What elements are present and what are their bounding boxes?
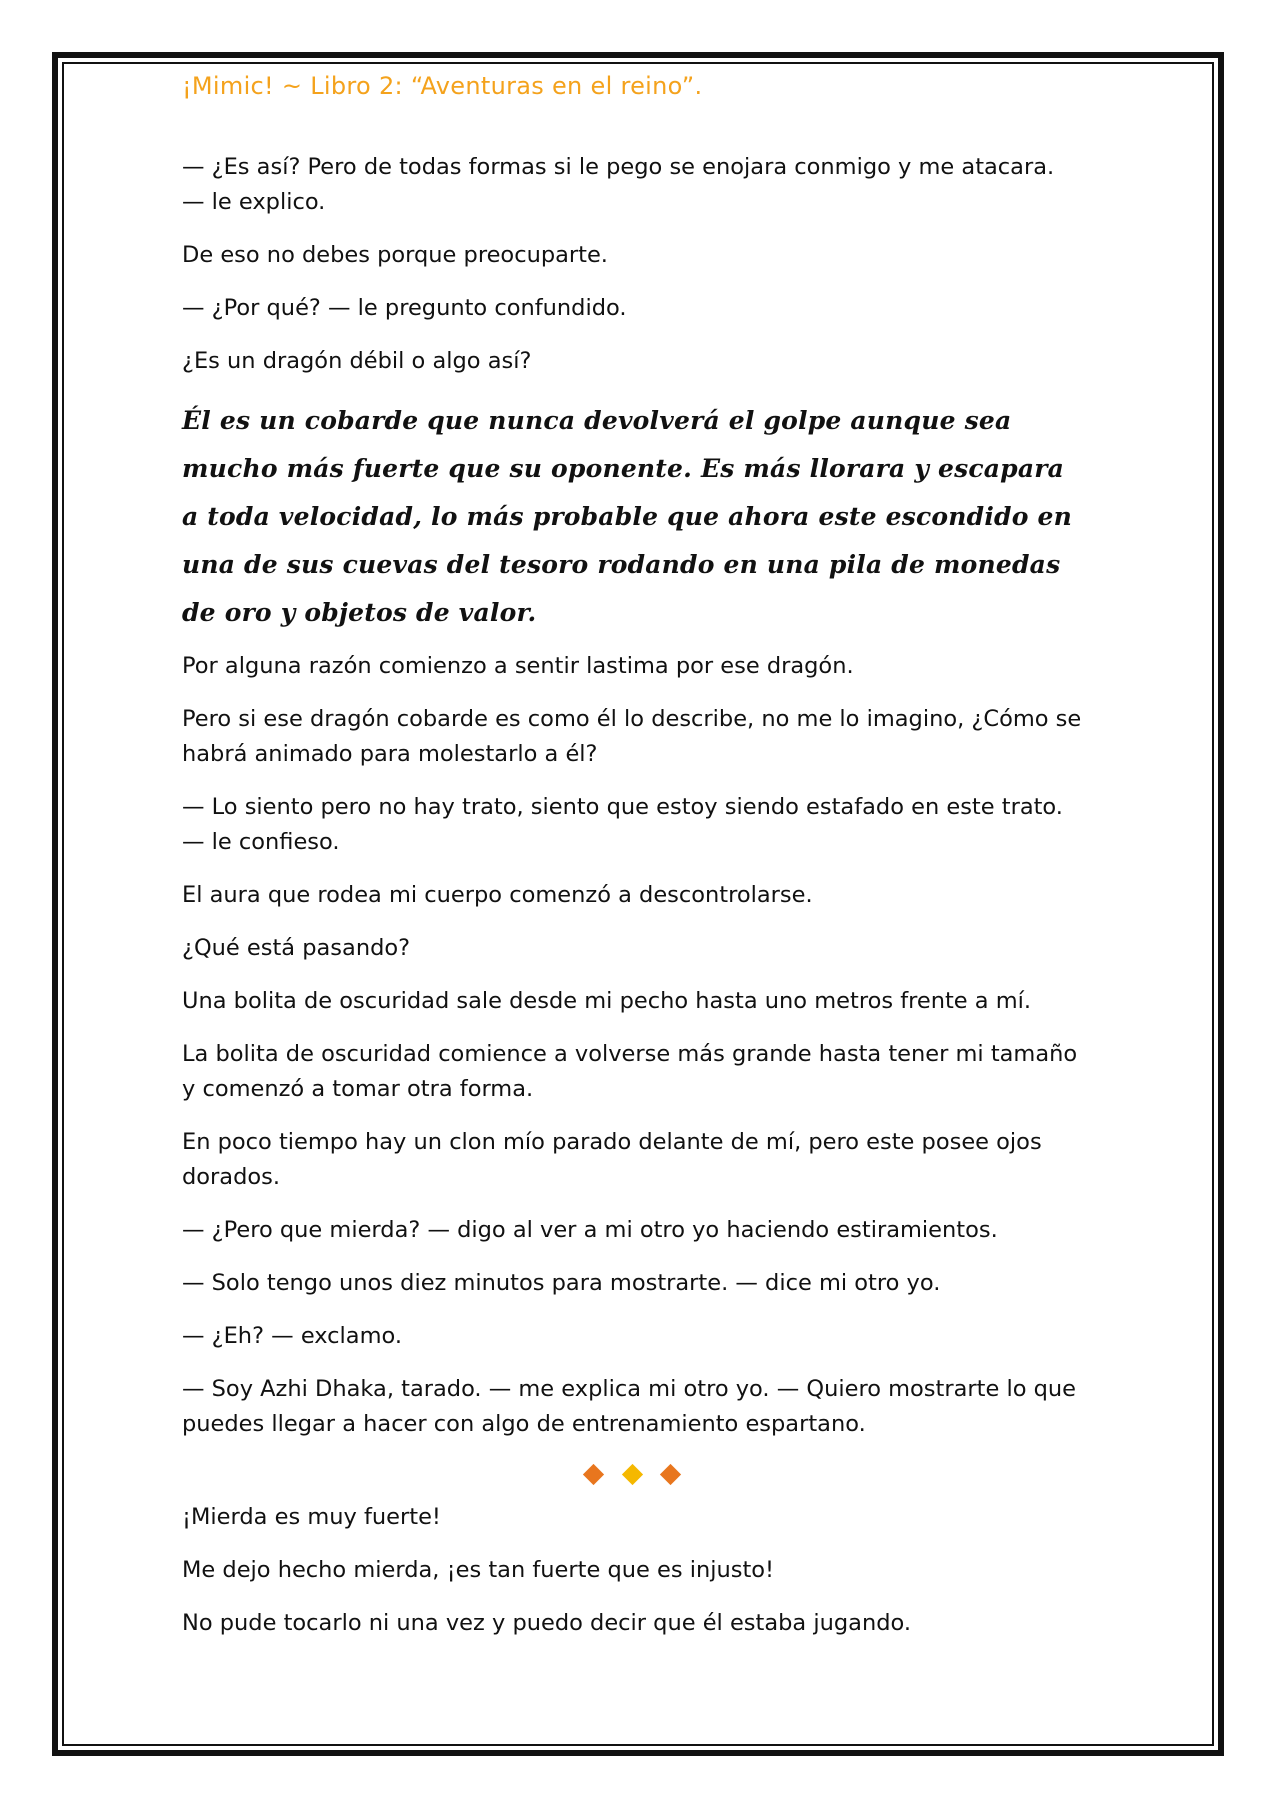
paragraph: Me dejo hecho mierda, ¡es tan fuerte que es injusto!: [182, 1557, 775, 1583]
paragraph: Pero si ese dragón cobarde es como él lo describe, no me lo imagino, ¿Cómo se habrá animado para molestarlo a él?: [182, 706, 1082, 767]
paragraph: — ¿Es así? Pero de todas formas si le pego se enojara conmigo y me atacara. — le explico.: [182, 154, 1055, 215]
paragraph: — Lo siento pero no hay trato, siento que estoy siendo estafado en este trato. — le confieso.: [182, 794, 1063, 855]
paragraph: No pude tocarlo ni una vez y puedo decir que él estaba jugando.: [182, 1610, 912, 1636]
paragraph: ¡Mierda es muy fuerte!: [182, 1504, 441, 1530]
paragraph: En poco tiempo hay un clon mío parado delante de mí, pero este posee ojos dorados.: [182, 1129, 1042, 1190]
paragraph: ¿Es un dragón débil o algo así?: [182, 348, 532, 374]
paragraph: — ¿Por qué? — le pregunto confundido.: [182, 295, 627, 321]
paragraph: — Solo tengo unos diez minutos para mostrarte. — dice mi otro yo.: [182, 1270, 941, 1296]
paragraph: ¿Qué está pasando?: [182, 935, 411, 961]
diamond-icon: [583, 1464, 604, 1485]
paragraph: — Soy Azhi Dhaka, tarado. — me explica mi otro yo. — Quiero mostrarte lo que puedes llegar a hacer con algo de entrenamiento espartano.: [182, 1376, 1077, 1437]
paragraph: — ¿Pero que mierda? — digo al ver a mi otro yo haciendo estiramientos.: [182, 1217, 998, 1243]
scene-divider: [182, 1460, 1082, 1490]
diamond-icon: [621, 1464, 642, 1485]
paragraph: De eso no debes porque preocuparte.: [182, 242, 608, 268]
diamond-icon: [660, 1464, 681, 1485]
paragraph: Por alguna razón comienzo a sentir lastima por ese dragón.: [182, 653, 854, 679]
paragraph: El aura que rodea mi cuerpo comenzó a descontrolarse.: [182, 882, 813, 908]
inner-voice-paragraph: Él es un cobarde que nunca devolverá el golpe aunque sea mucho más fuerte que su oponente. Es más llorara y escapara a toda velocidad, lo más probable que ahora este escondido en una de sus cuevas del tesoro rodando en una pila de monedas de oro y objetos de valor.: [182, 406, 1072, 627]
paragraph: La bolita de oscuridad comience a volverse más grande hasta tener mi tamaño y comenzó a tomar otra forma.: [182, 1041, 1078, 1102]
paragraph: — ¿Eh? — exclamo.: [182, 1323, 403, 1349]
paragraph: Una bolita de oscuridad sale desde mi pecho hasta uno metros frente a mí.: [182, 988, 1032, 1014]
page-body: [182, 150, 1082, 1659]
running-header: ¡Mimic! ~ Libro 2: “Aventuras en el reino”.: [182, 72, 703, 100]
